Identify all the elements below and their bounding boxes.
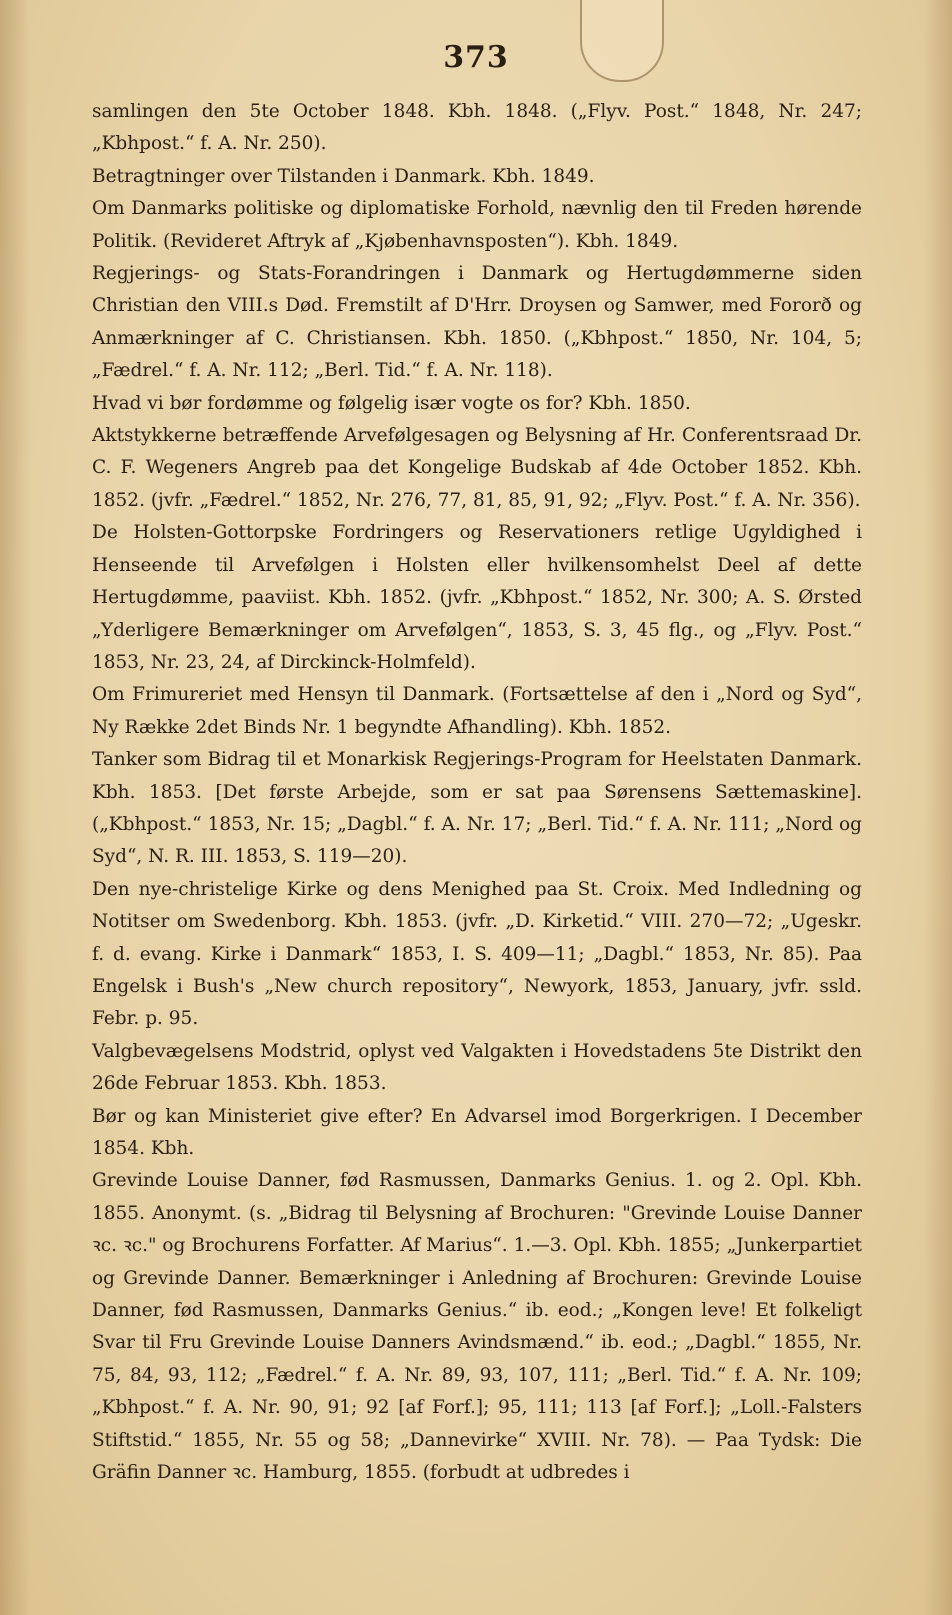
bibliography-entries xyxy=(92,96,862,1489)
bibliography-entry: Aktstykkerne betræffende Arvefølgesagen og Belysning af Hr. Conferentsraad Dr. C. F. Wegeners Angreb paa det Kongelige Budskab af 4de October 1852. Kbh. 1852. (jvfr. „Fædrel.“ 1852, Nr. 276, 77, 81, 85, 91, 92; „Flyv. Post.“ f. A. Nr. 356). xyxy=(92,425,862,511)
bibliography-entry: Tanker som Bidrag til et Monarkisk Regjerings-Program for Heelstaten Danmark. Kbh. 1853. [Det første Arbejde, som er sat paa Sørensens Sættemaskine]. („Kbhpost.“ 1853, Nr. 15; „Dagbl.“ f. A. Nr. 17; „Berl. Tid.“ f. A. Nr. 111; „Nord og Syd“, N. R. III. 1853, S. 119—20). xyxy=(92,749,862,868)
bibliography-entry: Bør og kan Ministeriet give efter? En Advarsel imod Borgerkrigen. I December 1854. Kbh. xyxy=(92,1105,862,1159)
bibliography-entry: De Holsten-Gottorpske Fordringers og Reservationers retlige Ugyldighed i Henseende til Arvefølgen i Holsten eller hvilkensomhelst Deel af dette Hertugdømme, paaviist. Kbh. 1852. (jvfr. „Kbhpost.“ 1852, Nr. 300; A. S. Ørsted „Yderligere Bemærkninger om Arvefølgen“, 1853, S. 3, 45 flg., og „Flyv. Post.“ 1853, Nr. 23, 24, af Dirckinck-Holmfeld). xyxy=(92,522,862,673)
bibliography-entry: Hvad vi bør fordømme og følgelig især vogte os for? Kbh. 1850. xyxy=(92,392,691,414)
page-number: 373 xyxy=(443,40,509,75)
bibliography-entry: Den nye-christelige Kirke og dens Menighed paa St. Croix. Med Indledning og Notitser om Swedenborg. Kbh. 1853. (jvfr. „D. Kirketid.“ VIII. 270—72; „Ugeskr. f. d. evang. Kirke i Danmark“ 1853, I. S. 409—11; „Dagbl.“ 1853, Nr. 85). Paa Engelsk i Bush's „New church repository“, Newyork, 1853, January, jvfr. ssld. Febr. p. 95. xyxy=(92,878,862,1030)
bibliography-entry: Valgbevægelsens Modstrid, oplyst ved Valgakten i Hovedstadens 5te Distrikt den 26de Februar 1853. Kbh. 1853. xyxy=(92,1040,862,1095)
bibliography-entry: Regjerings- og Stats-Forandringen i Danmark og Hertugdømmerne siden Christian den VIII.s Død. Fremstilt af D'Hrr. Droysen og Samwer, med Fororð og Anmærkninger af C. Christiansen. Kbh. 1850. („Kbhpost.“ 1850, Nr. 104, 5; „Fædrel.“ f. A. Nr. 112; „Berl. Tid.“ f. A. Nr. 118). xyxy=(92,263,862,382)
bibliography-entry: Om Frimureriet med Hensyn til Danmark. (Fortsættelse af den i „Nord og Syd“, Ny Række 2det Binds Nr. 1 begyndte Afhandling). Kbh. 1852. xyxy=(92,684,862,738)
bibliography-entry: Om Danmarks politiske og diplomatiske Forhold, nævnlig den til Freden hørende Politik. (Revideret Aftryk af „Kjøbenhavnsposten“). Kbh. 1849. xyxy=(92,198,862,252)
bibliography-entry: Grevinde Louise Danner, fød Rasmussen, Danmarks Genius. 1. og 2. Opl. Kbh. 1855. Anonymt. (s. „Bidrag til Belysning af Brochuren: "Grevinde Louise Danner ꝛc. ꝛc." og Brochurens Forfatter. Af Marius“. 1.—3. Opl. Kbh. 1855; „Junkerpartiet og Grevinde Danner. Bemærkninger i Anledning af Brochuren: Grevinde Louise Danner, fød Rasmussen, Danmarks Genius.“ ib. eod.; „Kongen leve! Et folkeligt Svar til Fru Grevinde Louise Danners Avindsmænd.“ ib. eod.; „Dagbl.“ 1855, Nr. 75, 84, 93, 112; „Fædrel.“ f. A. Nr. 89, 93, 107, 111; „Berl. Tid.“ f. A. Nr. 109; „Kbhpost.“ f. A. Nr. 90, 91; 92 [af Forf.]; 95, 111; 113 [af Forf.]; „Loll.-Falsters Stiftstid.“ 1855, Nr. 55 og 58; „Dannevirke“ XVIII. Nr. 78). — Paa Tydsk: Die Gräfin Danner ꝛc. Hamburg, 1855. (forbudt at udbredes i xyxy=(92,1170,862,1484)
bibliography-entry: samlingen den 5te October 1848. Kbh. 1848. („Flyv. Post.“ 1848, Nr. 247; „Kbhpost.“ f. A. Nr. 250). xyxy=(92,101,862,155)
bibliography-entry: Betragtninger over Tilstanden i Danmark. Kbh. 1849. xyxy=(92,165,595,187)
